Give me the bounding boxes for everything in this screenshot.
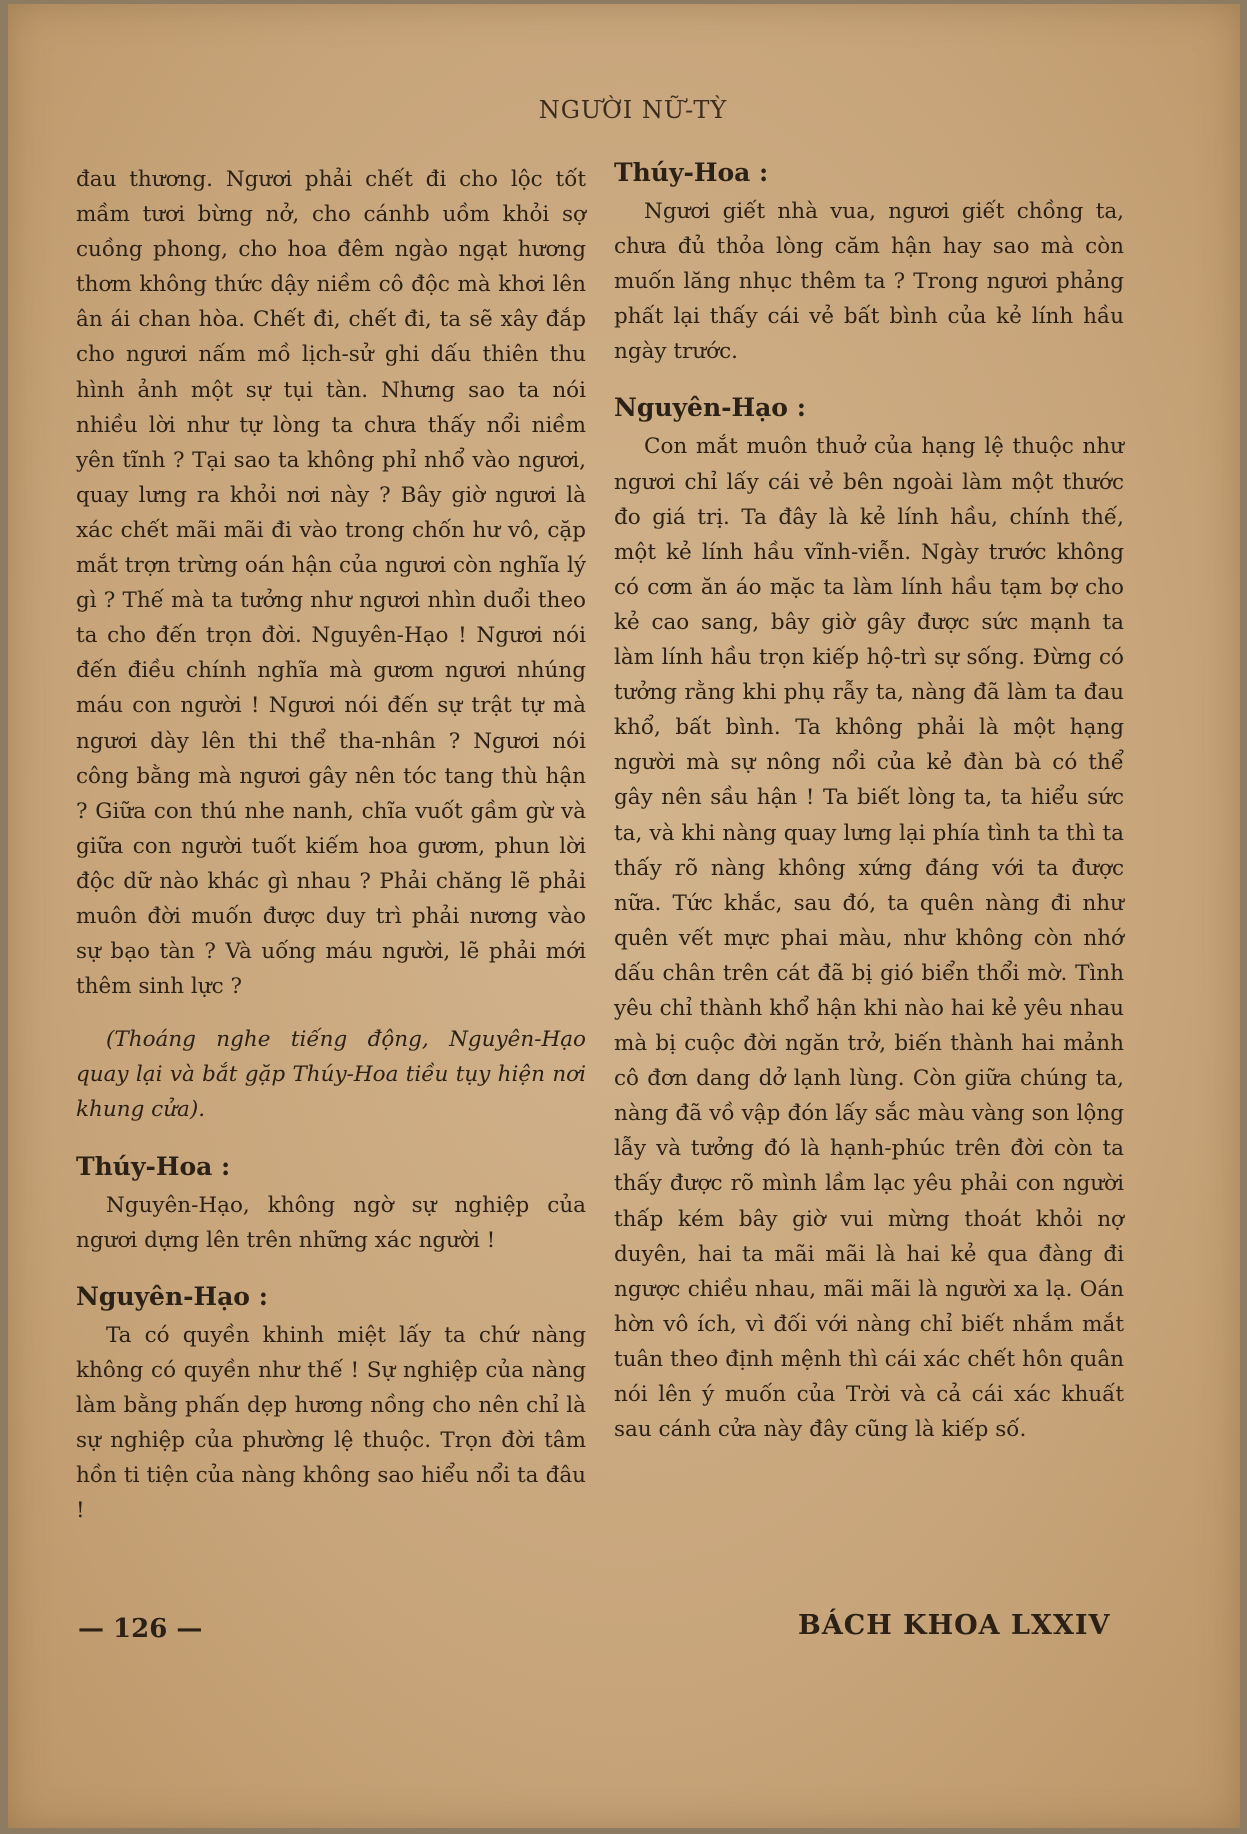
stage-direction: (Thoáng nghe tiếng động, Nguyên-Hạo quay lại và bắt gặp Thúy-Hoa tiều tụy hiện nơi khung cửa). (76, 1027, 586, 1123)
page-number: — 126 — (78, 1614, 203, 1644)
speaker-nguyen-hao: Nguyên-Hạo : (614, 393, 806, 423)
left-paragraph-1: đau thương. Ngươi phải chết đi cho lộc tốt mầm tươi bừng nở, cho cánhb uồm khỏi sợ cuồng phong, cho hoa đêm ngào ngạt hương thơm không thức dậy niềm cô độc mà khơi lên ân ái chan hòa. Chết đi, chết đi, ta sẽ xây đắp cho ngươi nấm mồ lịch-sử ghi dấu thiên thu hình ảnh một sự tụi tàn. Nhưng sao ta nói nhiều lời như tự lòng ta chưa thấy nổi niềm yên tĩnh ? Tại sao ta không phỉ nhổ vào ngươi, quay lưng ra khỏi nơi này ? Bây giờ ngươi là xác chết mãi mãi đi vào trong chốn hư vô, cặp mắt trợn trừng oán hận của ngươi còn nghĩa lý gì ? Thế mà ta tưởng như ngươi nhìn duổi theo ta cho đến trọn đời. Nguyên-Hạo ! Ngươi nói đến điều chính nghĩa mà gươm ngươi nhúng máu con người ! Ngươi nói đến sự trật tự mà ngươi dày lên thi thể tha-nhân ? Ngươi nói công bằng mà ngươi gây nên tóc tang thù hận ? Giữa con thú nhe nanh, chĩa vuốt gầm gừ và giữa con người tuốt kiếm hoa gươm, phun lời độc dữ nào khác gì nhau ? Phải chăng lẽ phải muôn đời muốn được duy trì phải nương vào sự bạo tàn ? Và uống máu người, lẽ phải mới thêm sinh lực ? (76, 167, 586, 1000)
journal-title: BÁCH KHOA LXXIV (798, 1610, 1111, 1641)
left-paragraph-2: Nguyên-Hạo, không ngờ sự nghiệp của ngươi dựng lên trên những xác người ! (76, 1192, 586, 1253)
page (8, 4, 1240, 1828)
running-head: NGƯỜI NỮ-TỲ (538, 96, 728, 124)
speaker-thuy-hoa: Thúy-Hoa : (76, 1151, 231, 1181)
left-column (76, 162, 586, 1528)
right-paragraph-1: Ngươi giết nhà vua, ngươi giết chồng ta, chưa đủ thỏa lòng căm hận hay sao mà còn muốn lăng nhục thêm ta ? Trong ngươi phảng phất lại thấy cái vẻ bất bình của kẻ lính hầu ngày trước. (614, 199, 1124, 365)
right-paragraph-2: Con mắt muôn thuở của hạng lệ thuộc như ngươi chỉ lấy cái vẻ bên ngoài làm một thước đo giá trị. Ta đây là kẻ lính hầu, chính thế, một kẻ lính hầu vĩnh-viễn. Ngày trước không có cơm ăn áo mặc ta làm lính hầu tạm bợ cho kẻ cao sang, bây giờ gây được sức mạnh ta làm lính hầu trọn kiếp hộ-trì sự sống. Đừng có tưởng rằng khi phụ rẫy ta, nàng đã làm ta đau khổ, bất bình. Ta không phải là một hạng người mà sự nông nổi của kẻ đàn bà có thể gây nên sầu hận ! Ta biết lòng ta, ta hiểu sức ta, và khi nàng quay lưng lại phía tình ta thì ta thấy rõ nàng không xứng đáng với ta được nữa. Tức khắc, sau đó, ta quên nàng đi như quên vết mực phai màu, như không còn nhớ dấu chân trên cát đã bị gió biển thổi mờ. Tình yêu chỉ thành khổ hận khi nào hai kẻ yêu nhau mà bị cuộc đời ngăn trở, biến thành hai mảnh cô đơn dang dở lạnh lùng. Còn giữa chúng ta, nàng đã vồ vập đón lấy sắc màu vàng son lộng lẫy và tưởng đó là hạnh-phúc trên đời còn ta thấy được rõ mình lầm lạc yêu phải con người thấp kém bây giờ vui mừng thoát khỏi nợ duyên, hai ta mãi mãi là hai kẻ qua đàng đi ngược chiều nhau, mãi mãi là người xa lạ. Oán hờn vô ích, vì đối với nàng chỉ biết nhắm mắt tuân theo định mệnh thì cái xác chết hôn quân nói lên ý muốn của Trời và cả cái xác khuất sau cánh cửa này đây cũng là kiếp số. (614, 434, 1124, 1443)
speaker-thuy-hoa: Thúy-Hoa : (614, 158, 769, 187)
speaker-nguyen-hao: Nguyên-Hạo : (76, 1281, 268, 1311)
right-column (614, 158, 1124, 1447)
left-paragraph-3: Ta có quyền khinh miệt lấy ta chứ nàng không có quyền như thế ! Sự nghiệp của nàng làm bằng phấn dẹp hương nồng cho nên chỉ là sự nghiệp của phường lệ thuộc. Trọn đời tâm hồn ti tiện của nàng không sao hiểu nổi ta đâu ! (76, 1322, 586, 1524)
